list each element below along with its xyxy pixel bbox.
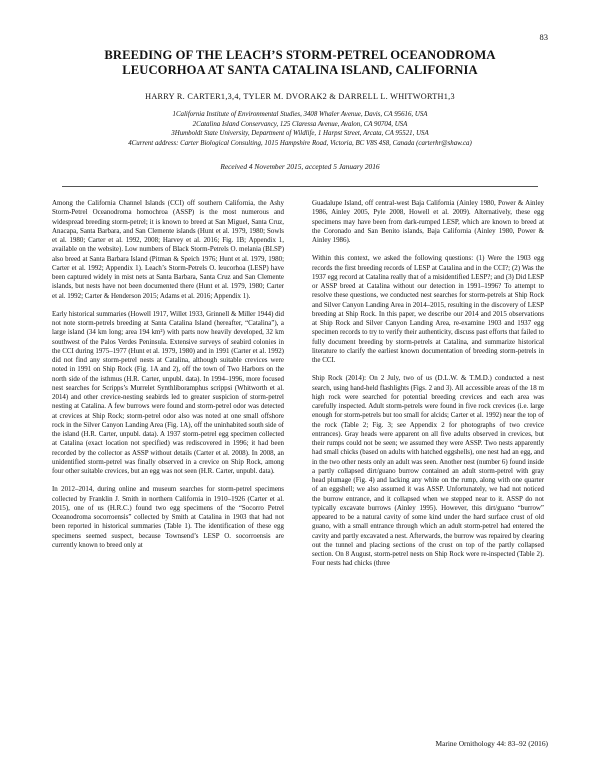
affiliation-3: 3Humboldt State University, Department of Wildlife, 1 Harpst Street, Arcata, CA 95521, USA (171, 130, 429, 138)
affiliation-1: 1California Institute of Environmental Studies, 3408 Whaler Avenue, Davis, CA 95616, USA (172, 111, 428, 118)
right-column (312, 199, 544, 578)
received-dates: Received 4 November 2015, accepted 5 January 2016 (220, 162, 380, 171)
journal-citation: Marine Ornithology 44: 83–92 (2016) (435, 739, 548, 748)
header-divider (62, 186, 538, 187)
body-paragraph: Guadalupe Island, off central-west Baja California (Ainley 1980, Power & Ainley 1986, Ainley 2005, Pyle 2008, Howell et al. 2009). Alternatively, these egg specimens may have been from dark-rumped LESP, which are known to breed at the Coronado and San Benito islands, Baja California (Ainley 1980, Power & Ainley 1986). (312, 199, 544, 244)
title-line-2: LEUCORHOA AT SANTA CATALINA ISLAND, CALIFORNIA (122, 63, 478, 77)
body-paragraph: Ship Rock (2014): On 2 July, two of us (D.L.W. & T.M.D.) conducted a nest search, using hand-held flashlights (Figs. 2 and 3). All accessible areas of the 18 m high rock were searched for potential breeding crevices and each area was carefully inspected. Adult storm-petrels were found in five rock crevices (i.e. large enough for storm-petrels but too small for alcids; Carter et al. 1992) near the top of the rock (Table 2; Fig. 3; see Appendix 2 for photographs of two crevice entrances). Gray heads were apparent on all five adults observed in crevices, but their rumps could not be seen; we assumed they were ASSP. Two nests apparently had small chicks (based on adults with hatched eggshells), one nest had an egg, and in the two other nests only an adult was seen. Another nest (number 6) found inside a partly collapsed dirt/guano burrow contained an adult storm-petrel with gray head plumage (Fig. 4) and lacking any white on the rump, along with one quarter of an eggshell; we also assumed it was ASSP. Unfortunately, we had not noticed the burrow entrance, and it collapsed when we stepped near to it. ASSP do not typically excavate burrows (Ainley 1995). However, this dirt/guano “burrow” appeared to be a natural cavity of some kind under the hard surface crust of old guano, with a small entrance through which an adult storm-petrel had entered the cavity and partly excavated a nest. Afterwards, the burrow was repaired by clearing out the tunnel and placing sections of the crust on top of the partly collapsed section. On 8 August, storm-petrel nests on Ship Rock were re-inspected (Table 2). Four nests had chicks (three (312, 374, 544, 568)
affiliation-2: 2Catalina Island Conservancy, 125 Claressa Avenue, Avalon, CA 90704, USA (192, 120, 408, 128)
body-paragraph: In 2012–2014, during online and museum searches for storm-petrel specimens collected by Franklin J. Smith in northern California in 1910–1926 (Carter et al. 2015), one of us (H.R.C.) found two egg specimens of the “Socorro Petrel Oceanodroma socorroensis” collected by Smith at Catalina in 1903 that had not been reported in historical summaries (Table 1). The identification of these egg specimens seemed suspect, because Townsend’s LESP O. socorroensis are currently known to breed only at (52, 485, 284, 549)
body-paragraph: Among the California Channel Islands (CCI) off southern California, the Ashy Storm-Petrel Oceanodroma homochroa (ASSP) is the most numerous and widespread breeding storm-petrel; it is known to breed at San Miguel, Santa Cruz, Anacapa, Santa Barbara, and San Clemente islands (Hunt et al. 1979, 1980; Sowls et al. 1980; Carter et al. 1992, 2008; Harvey et al. 2016; Fig. 1B; Appendix 1, available on the website). Low numbers of Black Storm-Petrels O. melania (BLSP) also breed at Santa Barbara Island (Pitman & Speich 1976; Hunt et al. 1979, 1980; Carter et al. 1992; Appendix 1). Leach’s Storm-Petrels O. leucorhoa (LESP) have been captured widely in mist nets at Santa Barbara, Santa Cruz and San Clemente islands, but nests have not been documented there (Hunt et al. 1979, 1980; Carter et al. 1992; Carter & Henderson 2015; Adams et al. 2016; Appendix 1). (52, 199, 284, 300)
affiliations (60, 110, 540, 148)
body-paragraph: Early historical summaries (Howell 1917, Willet 1933, Grinnell & Miller 1944) did not note storm-petrels breeding at Santa Catalina Island (hereafter, “Catalina”), a large island (34 km long; area 194 km²) with parts now heavily developed, 32 km southwest of the Palos Verdes Peninsula. Extensive surveys of seabird colonies in the CCI during 1975–1977 (Hunt et al. 1979, 1980) and in 1991 (Carter et al. 1992) did not find any storm-petrel nests at Catalina, although suitable crevices were noted in 1991 on Ship Rock (Fig. 1A and 2), off the town of Two Harbors on the north side of the isthmus (H.R. Carter, unpubl. data). In 1994–1996, more focused nest searches for Scripps’s Murrelet Synthliboramphus scrippsi (Whitworth et al. 2014) and other crevice-nesting seabirds led to greater suspicion of storm-petrel nesting at Catalina. A few burrows were found and storm-petrel odor was detected at crevices at Ship Rock; storm-petrel odor also was noted at one small offshore rock in the Silver Canyon Landing Area (Fig. 1A), off the uninhabited south side of the island (H.R. Carter, unpubl. data). A 1937 storm-petrel egg specimen collected at Catalina (exact location not specified) was rediscovered in 1996; it had been recorded by the collector as ASSP without details (Carter et al. 2008). In 2008, an unidentified storm-petrel was finally observed in a crevice on Ship Rock, among four other suitable crevices, but an egg was not seen (H.R. Carter, unpubl. data). (52, 309, 284, 475)
title-line-1: BREEDING OF THE LEACH’S STORM-PETREL OCEANODROMA (104, 48, 496, 62)
left-column (52, 199, 284, 559)
author-list: HARRY R. CARTER1,3,4, TYLER M. DVORAK2 & DARRELL L. WHITWORTH1,3 (145, 92, 455, 101)
body-paragraph: Within this context, we asked the following questions: (1) Were the 1903 egg records the first breeding records of LESP at Catalina and in the CCI?; (2) Was the 1937 egg record at Catalina really that of a misidentified LESP?; and (3) Did LESP or ASSP breed at Catalina without our detection in 1991–1996? To attempt to resolve these questions, we conducted nest searches for storm-petrels at Ship Rock and Silver Canyon Landing Area in 2014–2015, resulting in the discovery of LESP breeding at Ship Rock. In this paper, we describe our 2014 and 2015 observations at Ship Rock and Silver Canyon Landing Area, re-examine 1903 and 1937 egg specimen records to try to verify their authenticity, discuss past efforts that failed to fully document breeding by storm-petrels at Catalina, and summarize historical literature to clarify the earliest known documentation of breeding storm-petrels in the CCI. (312, 254, 544, 364)
page-number: 83 (539, 32, 548, 42)
article-title (60, 48, 540, 78)
affiliation-4: 4Current address: Carter Biological Consulting, 1015 Hampshire Road, Victoria, BC V8S 4S8, Canada (carterhr@shaw.ca) (128, 139, 472, 147)
